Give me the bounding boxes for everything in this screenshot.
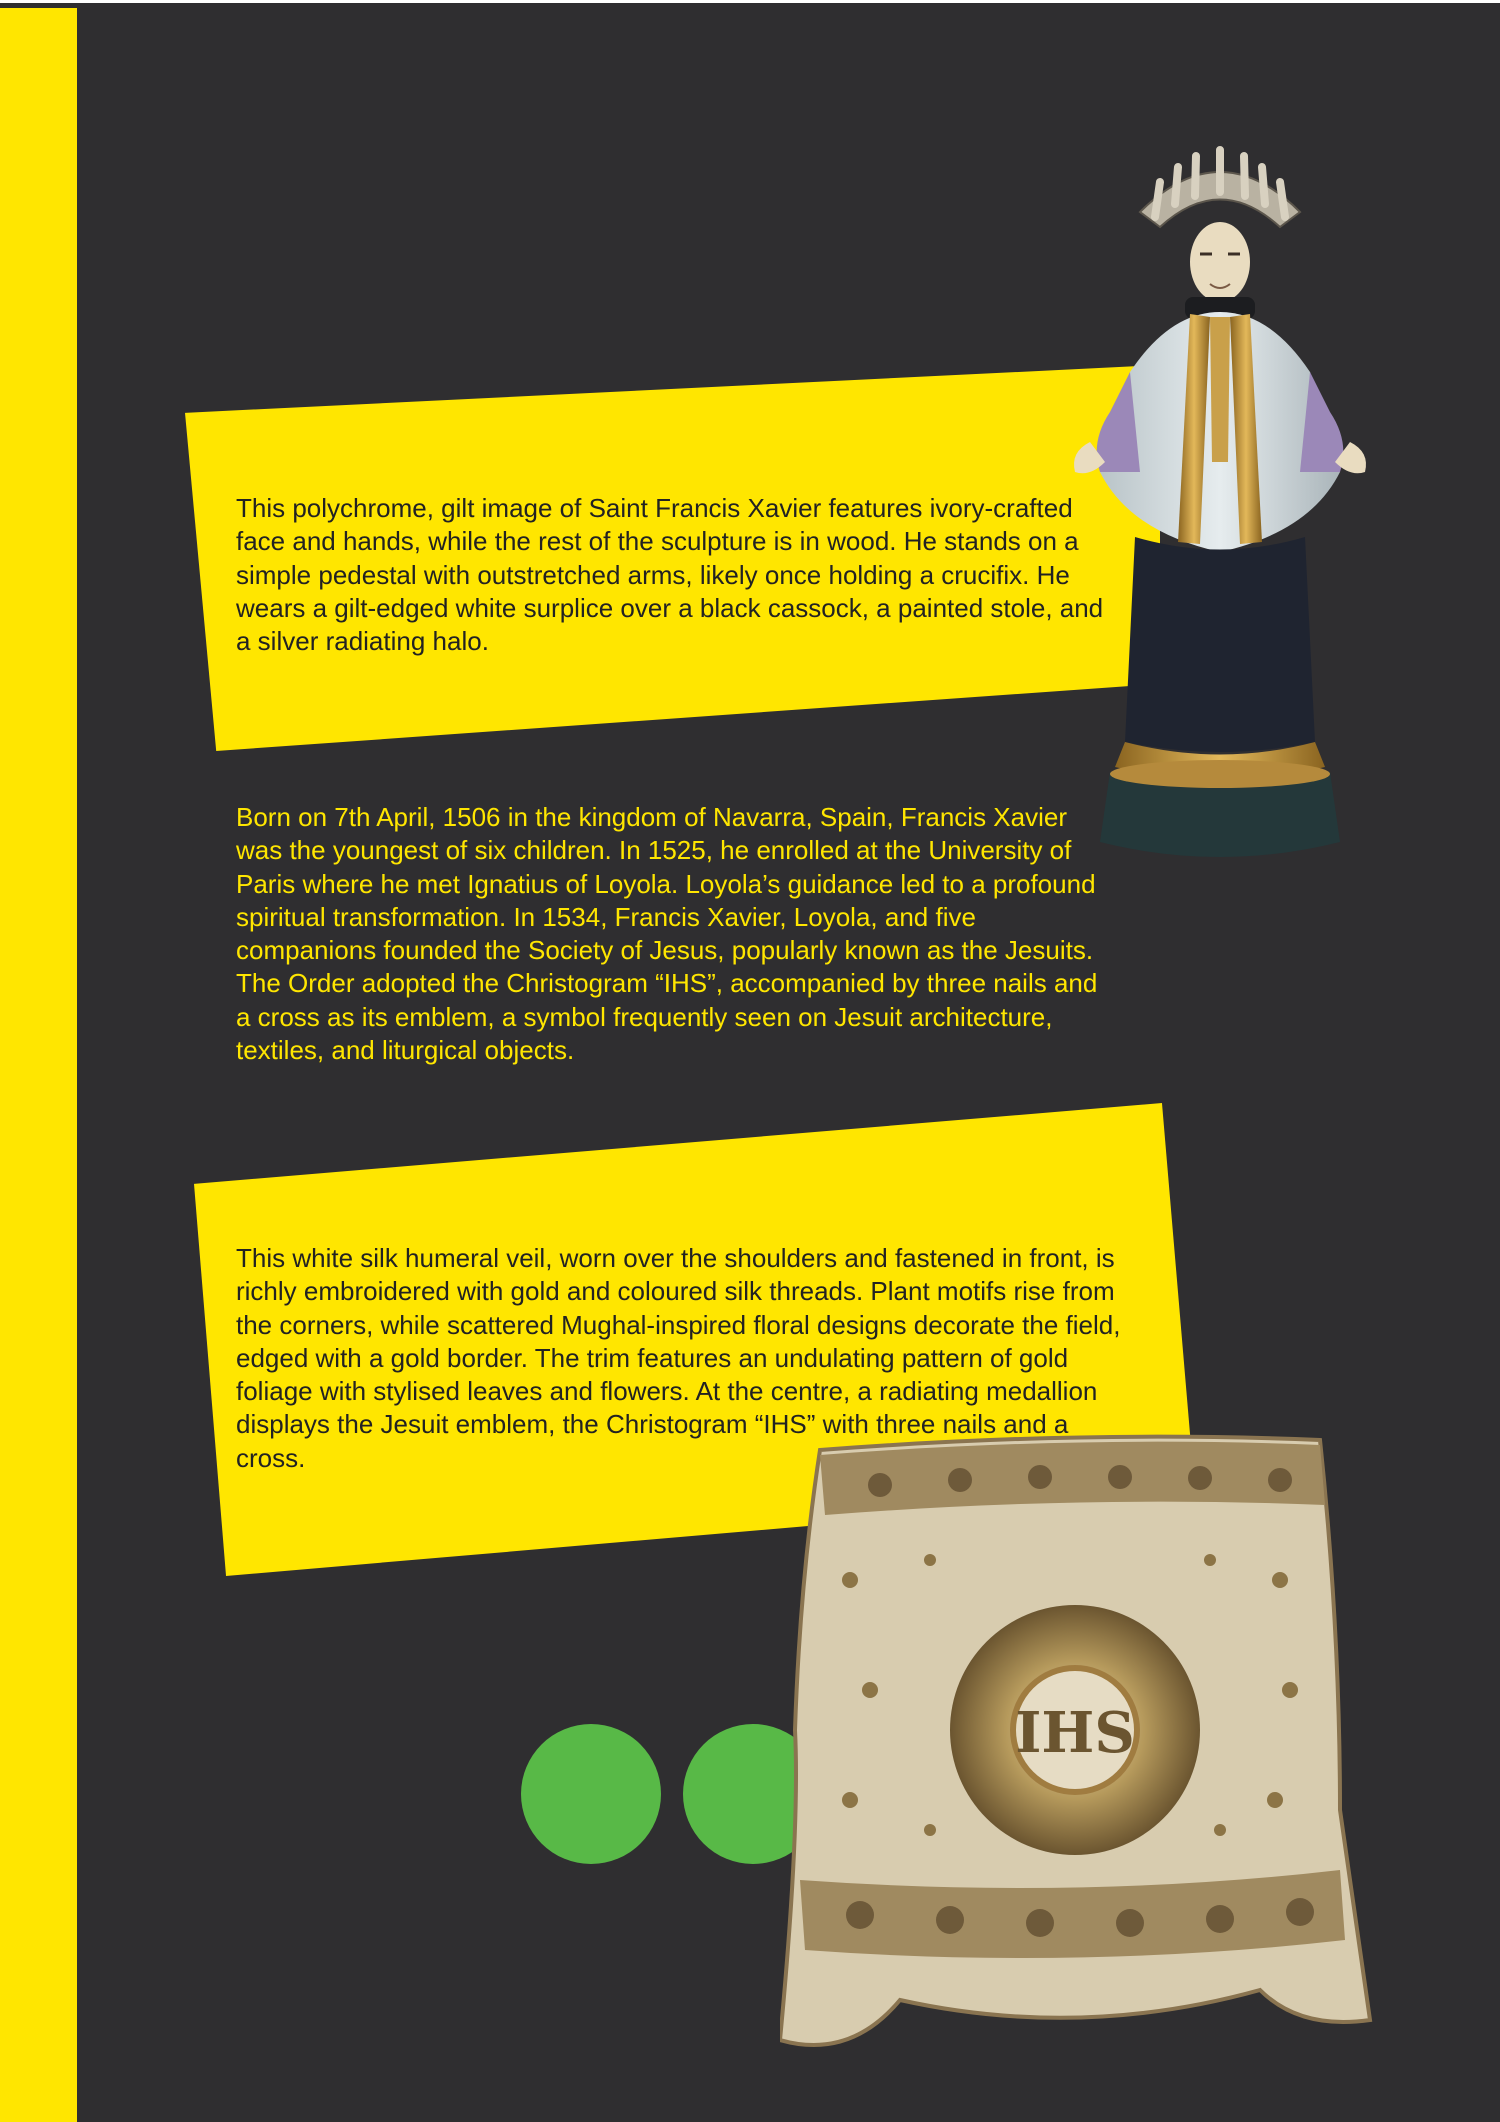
decorative-circle-left: [521, 1724, 661, 1864]
biography-text: Born on 7th April, 1506 in the kingdom of Navarra, Spain, Francis Xavier was the youngest of six children. In 1525, he enrolled at the University of Paris where he met Ignatius of Loyola. Loyola’s guidance led to a profound spiritual transformation. In 1534, Francis Xavier, Loyola, and five companions founded the Society of Jesus, popularly known as the Jesuits. The Order adopted the Christogram “IHS”, accompanied by three nails and a cross as its emblem, a symbol frequently seen on Jesuit architecture, textiles, and liturgical objects.: [236, 802, 1098, 1066]
saint-francis-xavier-statue-image: [1060, 142, 1380, 882]
left-accent-bar: [0, 8, 77, 2122]
ivory-face: [1190, 222, 1250, 302]
humeral-veil-image: [780, 1430, 1376, 2060]
top-edge: [0, 0, 1500, 3]
statue-description: This polychrome, gilt image of Saint Francis Xavier features ivory-crafted face and hands, while the rest of the sculpture is in wood. He stands on a simple pedestal with outstretched arms, likely once holding a crucifix. He wears a gilt-edged white surplice over a black cassock, a painted stole, and a silver radiating halo.: [236, 493, 1104, 657]
silver-halo: [1140, 150, 1300, 227]
christogram-text: IHS: [1015, 1700, 1135, 1766]
veil-description: This white silk humeral veil, worn over the shoulders and fastened in front, is richly embroidered with gold and coloured silk threads. Plant motifs rise from the corners, while scattered Mughal-inspired floral designs decorate the field, edged with a gold border. The trim features an undulating pattern of gold foliage with stylised leaves and flowers. At the centre, a radiating medallion displays the Jesuit emblem, the Christogram “IHS” with three nails and a cross.: [236, 1243, 1121, 1473]
ihs-medallion: [950, 1605, 1200, 1855]
